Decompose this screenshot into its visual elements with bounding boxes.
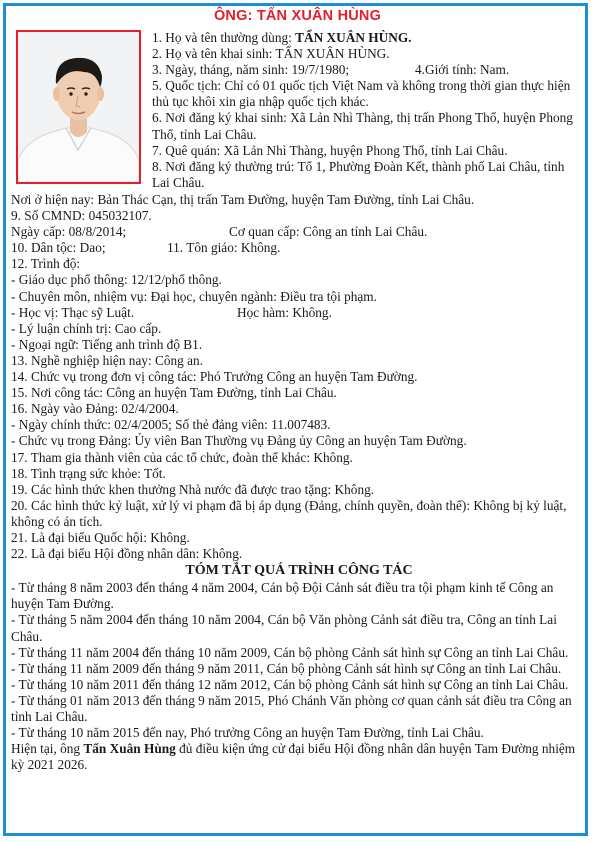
full-name: TẨN XUÂN HÙNG. [295,30,412,45]
birth-registration-place: 6. Nơi đăng ký khai sinh: Xã Lản Nhì Thàng, thị trấn Phong Thổ, huyện Phong Thổ, tỉnh Lai Châu. [152,110,573,142]
party-join-date: 16. Ngày vào Đảng: 02/4/2004. [11,401,179,417]
workplace: 15. Nơi công tác: Công an huyện Tam Đường, tỉnh Lai Châu. [11,385,337,401]
ethnicity: 10. Dân tộc: Dao; [11,240,106,256]
national-assembly-delegate: 21. Là đại biểu Quốc hội: Không. [11,529,190,545]
closing-suffix: đủ điều kiện ứng cử đại biểu Hội đồng nhân dân huyện Tam Đường nhiệm kỳ 2021 2026. [11,741,576,773]
date-of-birth: 3. Ngày, tháng, năm sinh: 19/7/1980; [152,62,350,78]
closing-name: Tẩn Xuân Hùng [83,741,176,757]
personal-info [152,30,584,191]
career-item: - Từ tháng 11 năm 2009 đến tháng 9 năm 2011, Cán bộ phòng Cảnh sát hình sự Công an tỉnh Lai Châu. [11,660,562,676]
career-heading: TÓM TẮT QUÁ TRÌNH CÔNG TÁC [185,563,413,579]
id-number: 9. Số CMND: 045032107. [11,208,152,224]
career-item: - Từ tháng 8 năm 2003 đến tháng 4 năm 2004, Cán bộ Đội Cảnh sát điều tra tội phạm kinh tế Công an huyện Tam Đường. [11,580,554,612]
permanent-residence: 8. Nơi đăng ký thường trú: Tổ 1, Phường Đoàn Kết, thành phố Lai Châu, tỉnh Lai Châu. [152,158,565,190]
closing-prefix: Hiện tại, ông [11,741,84,757]
career-item: - Từ tháng 01 năm 2013 đến tháng 9 năm 2015, Phó Chánh Văn phòng cơ quan cảnh sát điều tra Công an tỉnh Lai Châu. [11,692,572,724]
gender: 4.Giới tính: Nam. [415,62,510,78]
full-name-label: 1. Họ và tên thường dùng: [152,30,296,45]
hometown: 7. Quê quán: Xã Lản Nhì Thàng, huyện Phong Thổ, tỉnh Lai Châu. [152,142,508,158]
awards: 19. Các hình thức khen thưởng Nhà nước đã được trao tặng: Không. [11,481,375,497]
career-item: - Từ tháng 11 năm 2004 đến tháng 10 năm 2009, Cán bộ phòng Cảnh sát hình sự Công an tỉnh Lai Châu. [11,644,569,660]
academic-rank: Học hàm: Không. [237,304,332,320]
career-item: - Từ tháng 10 năm 2011 đến tháng 12 năm 2012, Cán bộ phòng Cảnh sát hình sự Công an tỉnh Lai Châu. [11,676,569,692]
party-official-date: - Ngày chính thức: 02/4/2005; Số thẻ đảng viên: 11.007483. [11,417,331,433]
organizations: 17. Tham gia thành viên của các tổ chức, đoàn thể khác: Không. [11,449,353,465]
health-status: 18. Tình trạng sức khỏe: Tốt. [11,465,166,481]
issue-agency: Cơ quan cấp: Công an tỉnh Lai Châu. [229,224,428,240]
specialization: - Chuyên môn, nhiệm vụ: Đại học, chuyên ngành: Điều tra tội phạm. [11,288,377,304]
political-theory: - Lý luận chính trị: Cao cấp. [11,320,162,336]
general-education: - Giáo dục phổ thông: 12/12/phổ thông. [11,272,222,288]
profile-details [11,192,587,773]
education-heading: 12. Trình độ: [11,256,81,272]
nationality: 5. Quốc tịch: Chỉ có 01 quốc tịch Việt Nam và không trong thời gian thực hiện thủ tục khôi xin gia nhập quốc tịch khác. [152,78,571,110]
unit-position: 14. Chức vụ trong đơn vị công tác: Phó Trưởng Công an huyện Tam Đường. [11,369,418,385]
portrait-photo [16,30,141,184]
disciplinary: 20. Các hình thức kỷ luật, xử lý vi phạm đã bị áp dụng (Đảng, chính quyền, đoàn thể): Không bị kỷ luật, không có án tích. [11,497,567,529]
page-title: ÔNG: TẨN XUÂN HÙNG [213,8,382,24]
party-position: - Chức vụ trong Đảng: Ủy viên Ban Thường vụ Đảng ủy Công an huyện Tam Đường. [11,433,467,449]
foreign-language: - Ngoại ngữ: Tiếng anh trình độ B1. [11,336,203,352]
occupation: 13. Nghề nghiệp hiện nay: Công an. [11,352,204,368]
religion: 11. Tôn giáo: Không. [167,240,281,256]
career-item: - Từ tháng 10 năm 2015 đến nay, Phó trưởng Công an huyện Tam Đường, tỉnh Lai Châu. [11,725,484,741]
career-item: - Từ tháng 5 năm 2004 đến tháng 10 năm 2004, Cán bộ Văn phòng Cảnh sát điều tra, Công an tỉnh Lai Châu. [11,612,557,644]
closing-statement [11,741,587,773]
birth-name: 2. Họ và tên khai sinh: TẨN XUÂN HÙNG. [152,46,390,62]
issue-date: Ngày cấp: 08/8/2014; [11,224,127,240]
academic-degree: - Học vị: Thạc sỹ Luật. [11,304,135,320]
council-delegate: 22. Là đại biểu Hội đồng nhân dân: Không. [11,546,243,562]
current-residence: Nơi ở hiện nay: Bản Thác Cạn, thị trấn Tam Đường, huyện Tam Đường, tỉnh Lai Châu. [11,192,475,207]
